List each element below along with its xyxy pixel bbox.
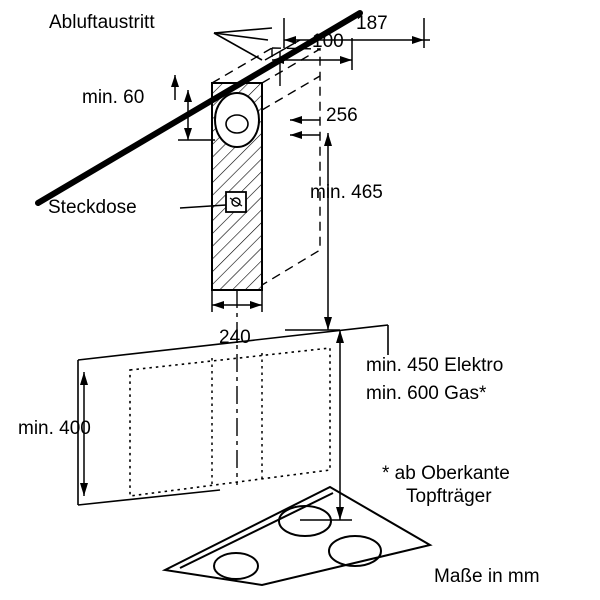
wall-plane-outline bbox=[78, 325, 388, 505]
label-min-400: min. 400 bbox=[18, 418, 91, 439]
label-187: 187 bbox=[356, 13, 388, 34]
label-256: 256 bbox=[326, 105, 358, 126]
dimension-min450-600 bbox=[300, 330, 352, 520]
label-240: 240 bbox=[219, 327, 251, 348]
label-footnote-line1: * ab Oberkante bbox=[382, 463, 510, 484]
dimension-min465 bbox=[285, 133, 340, 330]
dimension-256 bbox=[290, 116, 320, 139]
label-footnote-line2: Topfträger bbox=[406, 486, 492, 507]
hood-outline-dotted bbox=[130, 348, 330, 496]
label-min-600-gas: min. 600 Gas* bbox=[366, 383, 487, 404]
label-steckdose: Steckdose bbox=[48, 197, 137, 218]
label-min-450-elektro: min. 450 Elektro bbox=[366, 355, 504, 376]
label-abluftaustritt: Abluftaustritt bbox=[49, 12, 155, 33]
label-min-465: min. 465 bbox=[310, 182, 383, 203]
cooktop bbox=[165, 487, 430, 585]
label-min-60: min. 60 bbox=[82, 87, 145, 108]
dimension-min60-arrow-top bbox=[171, 75, 179, 100]
label-100: 100 bbox=[312, 31, 344, 52]
label-unit-note: Maße in mm bbox=[434, 566, 540, 587]
chimney-duct-body bbox=[208, 80, 268, 295]
abluftaustritt-leader-lines bbox=[214, 28, 272, 60]
